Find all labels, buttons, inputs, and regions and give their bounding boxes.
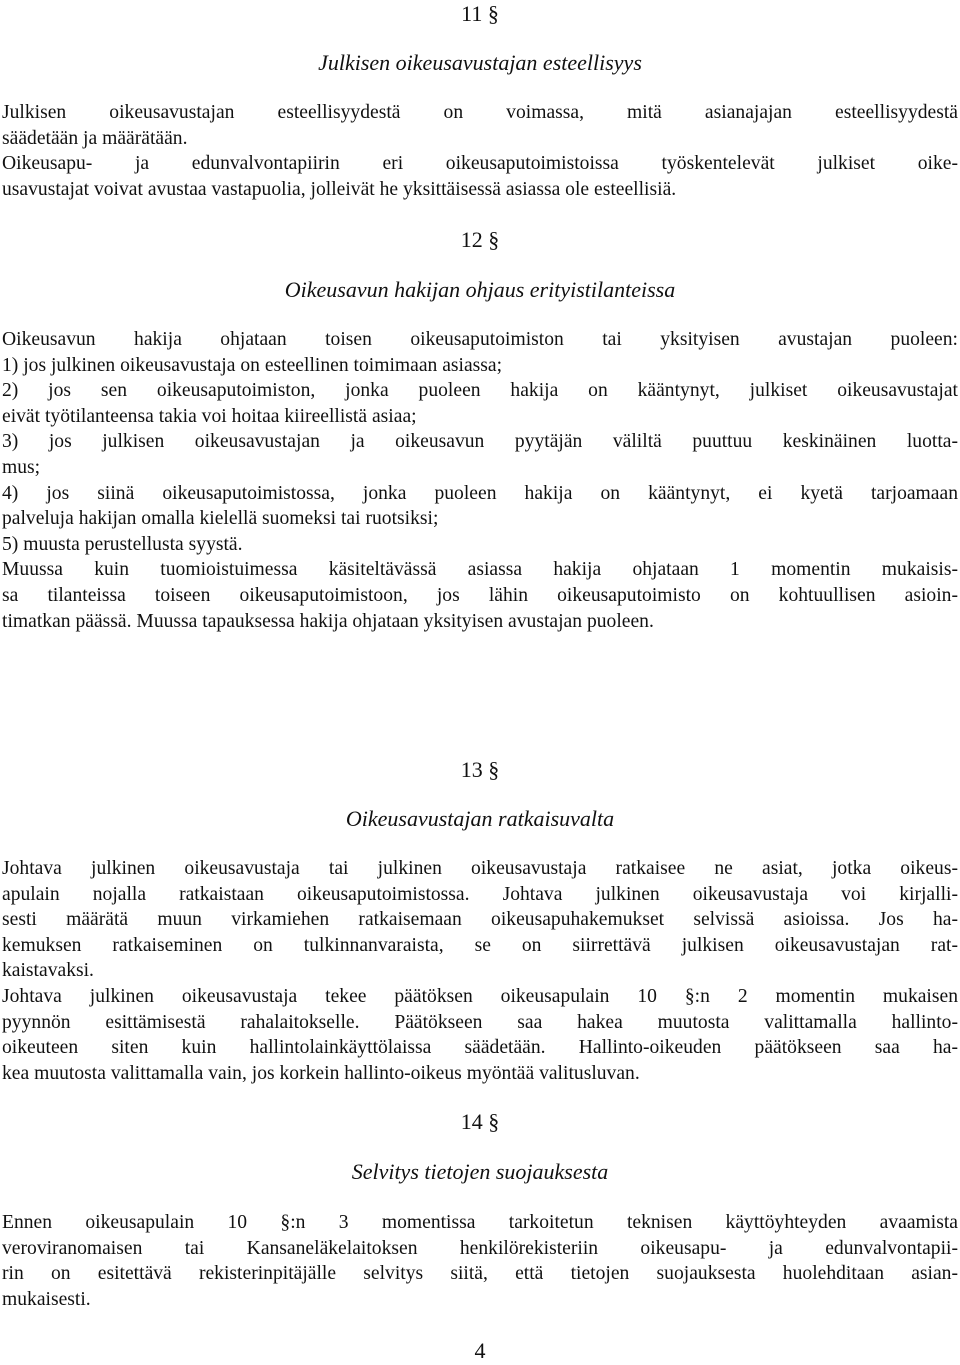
section-13-title: Oikeusavustajan ratkaisuvalta	[345, 806, 615, 831]
body-line: sesti määrätä muun virkamiehen ratkaisemaan oikeusapuhakemukset selvissä asioissa. Jos ha-	[2, 909, 958, 931]
section-11-body	[2, 100, 958, 202]
section-12-title: Oikeusavun hakijan ohjaus erityistilanteissa	[284, 277, 676, 302]
body-line: kemuksen ratkaiseminen on tulkinnanvaraista, se on siirrettävä julkisen oikeusavustajan rat-	[2, 934, 958, 956]
body-line: sa tilanteissa toiseen oikeusaputoimistoon, jos lähin oikeusaputoimisto on kohtuullisen asioin-	[2, 584, 958, 606]
section-11-number: 11 §	[461, 1, 499, 26]
body-line: Johtava julkinen oikeusavustaja tekee päätöksen oikeusapulain 10 §:n 2 momentin mukaisen	[2, 985, 958, 1007]
body-line: mus;	[2, 456, 41, 478]
body-line: Julkisen oikeusavustajan esteellisyydestä on voimassa, mitä asianajajan esteellisyydestä	[2, 102, 958, 123]
page-number: 4	[474, 1338, 486, 1363]
body-line: timatkan päässä. Muussa tapauksessa hakija ohjataan yksityisen avustajan puoleen.	[2, 610, 654, 632]
body-line: Johtava julkinen oikeusavustaja tai julkinen oikeusavustaja ratkaisee ne asiat, jotka oikeus-	[2, 858, 958, 879]
body-line: usavustajat voivat avustaa vastapuolia, jolleivät he yksittäisessä asiassa ole esteellisiä.	[2, 178, 677, 200]
body-line: Ennen oikeusapulain 10 §:n 3 momentissa tarkoitetun teknisen käyttöyhteyden avaamista	[2, 1212, 958, 1233]
body-line: 3) jos julkisen oikeusavustajan ja oikeusavun pyytäjän väliltä puuttuu keskinäinen luotta-	[2, 431, 958, 453]
section-14-number: 14 §	[460, 1109, 500, 1134]
section-12-number: 12 §	[460, 227, 500, 252]
body-line: 2) jos sen oikeusaputoimiston, jonka puoleen hakija on kääntynyt, julkiset oikeusavustajat	[2, 380, 958, 402]
body-line: kea muutosta valittamalla vain, jos korkein hallinto-oikeus myöntää valitusluvan.	[2, 1062, 640, 1084]
body-line: pyynnön esittämisestä rahalaitokselle. Päätökseen saa hakea muutosta valittamalla hallinto-	[2, 1011, 958, 1033]
section-13-number: 13 §	[460, 757, 500, 782]
body-line: säädetään ja määrätään.	[2, 127, 188, 149]
body-line: Muussa kuin tuomioistuimessa käsiteltävässä asiassa hakija ohjataan 1 momentin mukaisis-	[2, 559, 958, 581]
body-line: 5) muusta perustellusta syystä.	[2, 533, 243, 555]
section-12-body	[2, 327, 958, 634]
body-line: 1) jos julkinen oikeusavustaja on esteellinen toimimaan asiassa;	[2, 354, 503, 376]
body-line: oikeuteen siten kuin hallintolainkäyttölaissa säädetään. Hallinto-oikeuden päätökseen saa ha-	[2, 1037, 958, 1059]
body-line: kaistavaksi.	[2, 960, 94, 982]
section-14-title: Selvitys tietojen suojauksesta	[351, 1159, 609, 1184]
body-line: palveluja hakijan omalla kielellä suomeksi tai ruotsiksi;	[2, 508, 439, 530]
body-line: 4) jos siinä oikeusaputoimistossa, jonka puoleen hakija on kääntynyt, ei kyetä tarjoamaan	[2, 482, 958, 504]
section-11-title: Julkisen oikeusavustajan esteellisyys	[318, 50, 642, 75]
section-13-body	[2, 856, 958, 1086]
body-line: Oikeusavun hakija ohjataan toisen oikeusaputoimiston tai yksityisen avustajan puoleen:	[2, 329, 958, 350]
body-line: eivät työtilanteensa takia voi hoitaa kiireellistä asiaa;	[2, 405, 417, 427]
body-line: veroviranomaisen tai Kansaneläkelaitoksen henkilörekisteriin oikeusapu- ja edunvalvontapii-	[2, 1237, 958, 1259]
section-14-body	[2, 1210, 958, 1312]
body-line: rin on esitettävä rekisterinpitäjälle selvitys siitä, että tietojen suojauksesta huolehditaan asian-	[2, 1263, 958, 1285]
body-line: Oikeusapu- ja edunvalvontapiirin eri oikeusaputoimistoissa työskentelevät julkiset oike-	[2, 153, 958, 175]
body-line: apulain nojalla ratkaistaan oikeusaputoimistossa. Johtava julkinen oikeusavustaja voi kirjalli-	[2, 883, 958, 905]
body-line: mukaisesti.	[2, 1288, 91, 1310]
